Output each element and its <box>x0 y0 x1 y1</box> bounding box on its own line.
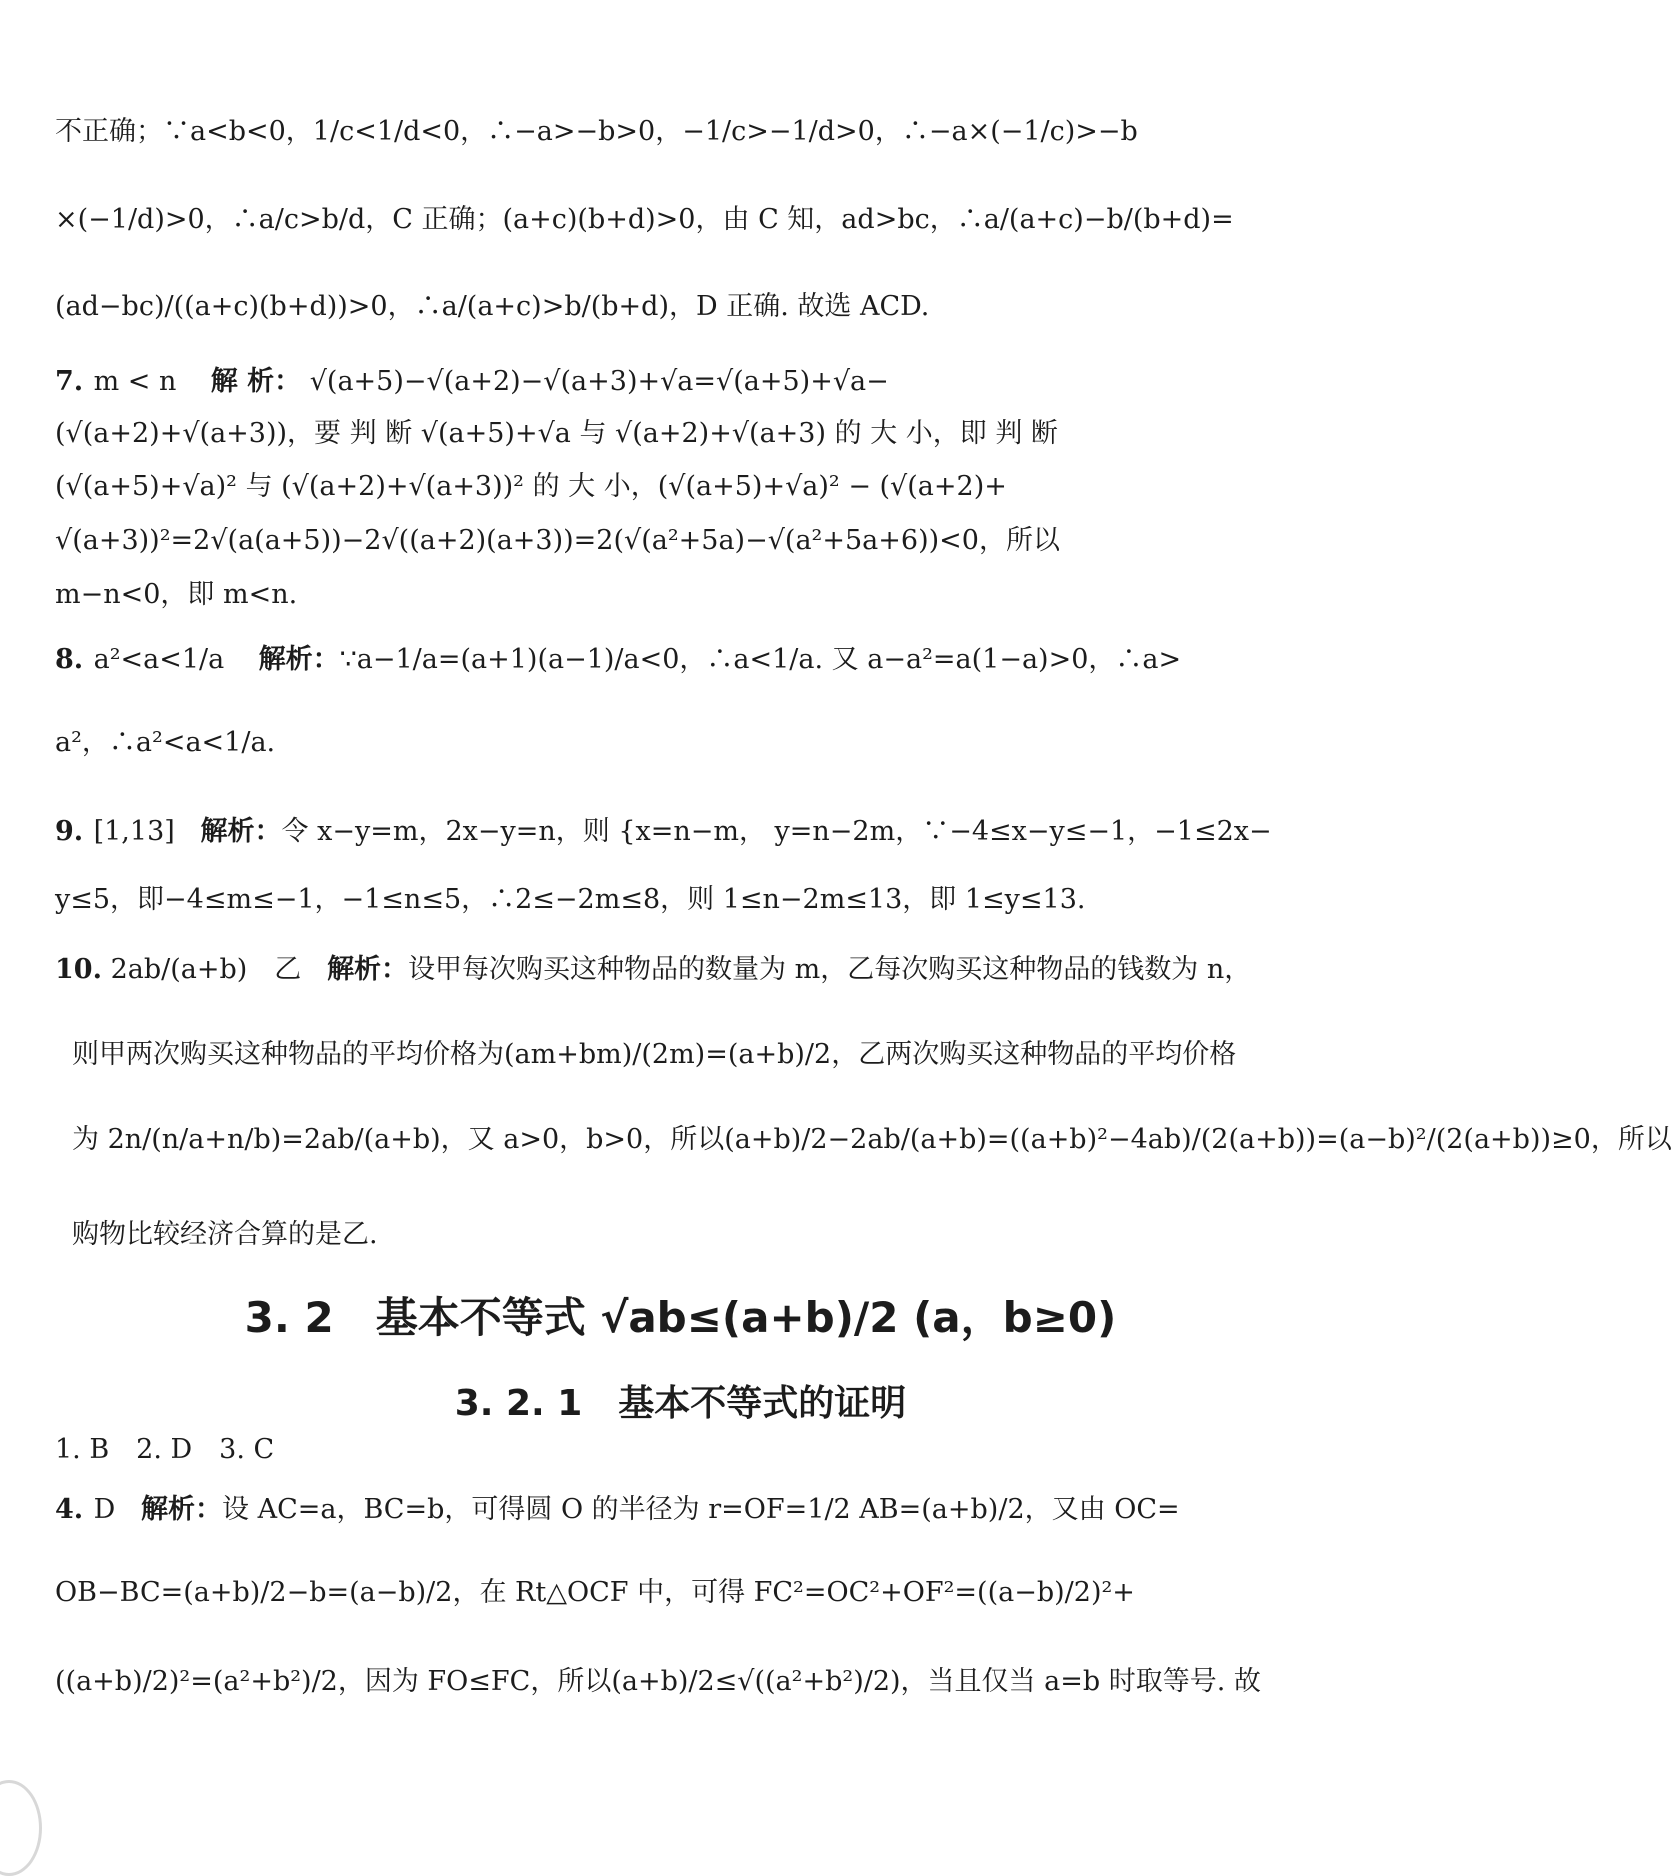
item-text: 设甲每次购买这种物品的数量为 m，乙每次购买这种物品的钱数为 n， <box>408 954 1252 985</box>
page-corner-decoration <box>0 1780 42 1876</box>
analysis-label: 解析： <box>258 644 340 675</box>
text-line: y≤5，即−4≤m≤−1，−1≤n≤5，∴2≤−2m≤8，则 1≤n−2m≤13，即 1≤y≤13. <box>55 884 1086 915</box>
item-8: 8. a²<a<1/a 解析：∵a−1/a=(a+1)(a−1)/a<0，∴a<1/a. 又 a−a²=a(1−a)>0，∴a> <box>55 640 1175 680</box>
item-number: 10. <box>55 954 102 985</box>
analysis-label: 解析： <box>200 816 282 847</box>
text-line: 则甲两次购买这种物品的平均价格为(am+bm)/(2m)=(a+b)/2，乙两次购买这种物品的平均价格 <box>72 1039 1237 1070</box>
text-line: √(a+3))²=2√(a(a+5))−2√((a+2)(a+3))=2(√(a²+5a)−√(a²+5a+6))<0，所以 <box>55 525 1060 556</box>
item-text: 令 x−y=m，2x−y=n，则 {x=n−m， y=n−2m，∵−4≤x−y≤−1，−1≤2x− <box>281 816 1272 847</box>
item-7 <box>55 362 1175 402</box>
item-4 <box>55 1490 1180 1530</box>
text-line: 购物比较经济合算的是乙. <box>72 1219 378 1250</box>
text-line: 不正确；∵a<b<0，1/c<1/d<0，∴−a>−b>0，−1/c>−1/d>0，∴−a×(−1/c)>−b <box>55 116 1138 147</box>
item-answer: m < n <box>93 366 177 397</box>
item-10 <box>55 950 1252 990</box>
item-answer: D <box>93 1494 116 1525</box>
text-line: m−n<0，即 m<n. <box>55 579 298 610</box>
item-number: 8. <box>55 644 84 675</box>
text-line: a²，∴a²<a<1/a. <box>55 727 276 758</box>
item-answer: [1,13] <box>93 816 175 847</box>
text-line: (√(a+2)+√(a+3))，要 判 断 √(a+5)+√a 与 √(a+2)+√(a+3) 的 大 小，即 判 断 <box>55 418 1058 449</box>
text-line: ((a+b)/2)²=(a²+b²)/2，因为 FO≤FC，所以(a+b)/2≤√((a²+b²)/2)，当且仅当 a=b 时取等号. 故 <box>55 1666 1261 1697</box>
section-title: 3. 2 基本不等式 √ab≤(a+b)/2 (a，b≥0) <box>244 1293 1117 1342</box>
item-9 <box>55 812 1272 852</box>
item-answer: 2ab/(a+b) 乙 <box>110 954 302 985</box>
analysis-label: 解 析： <box>210 366 302 397</box>
item-answer: a²<a<1/a <box>93 644 225 675</box>
text-line: (ad−bc)/((a+c)(b+d))>0，∴a/(a+c)>b/(b+d)，D 正确. 故选 ACD. <box>55 291 930 322</box>
analysis-label: 解析： <box>327 954 409 985</box>
text-line: OB−BC=(a+b)/2−b=(a−b)/2，在 Rt△OCF 中，可得 FC²=OC²+OF²=((a−b)/2)²+ <box>55 1577 1135 1608</box>
text-line: 为 2n/(n/a+n/b)=2ab/(a+b)，又 a>0，b>0，所以(a+b)/2−2ab/(a+b)=((a+b)²−4ab)/(2(a+b))=(a−b)²/(2(a+b))≥0，所以 <box>72 1124 1672 1155</box>
item-text: √(a+5)−√(a+2)−√(a+3)+√a=√(a+5)+√a− <box>309 366 889 397</box>
analysis-label: 解析： <box>141 1494 222 1525</box>
item-text: a−1/a=(a+1)(a−1)/a<0，∴a<1/a. 又 a−a²=a(1−a)>0，∴a> <box>356 644 1182 675</box>
item-number: 9. <box>55 816 84 847</box>
item-number: 7. <box>55 366 84 397</box>
text-line: ×(−1/d)>0，∴a/c>b/d，C 正确；(a+c)(b+d)>0，由 C 知，ad>bc，∴a/(a+c)−b/(b+d)= <box>55 204 1234 235</box>
item-text: 设 AC=a，BC=b，可得圆 O 的半径为 r=OF=1/2 AB=(a+b)/2，又由 OC= <box>222 1494 1180 1525</box>
subsection-title: 3. 2. 1 基本不等式的证明 <box>454 1383 907 1424</box>
mc-answers: 1. B 2. D 3. C <box>55 1434 275 1465</box>
text-line: (√(a+5)+√a)² 与 (√(a+2)+√(a+3))² 的 大 小，(√(a+5)+√a)² − (√(a+2)+ <box>55 471 1007 502</box>
item-number: 4. <box>55 1494 84 1525</box>
